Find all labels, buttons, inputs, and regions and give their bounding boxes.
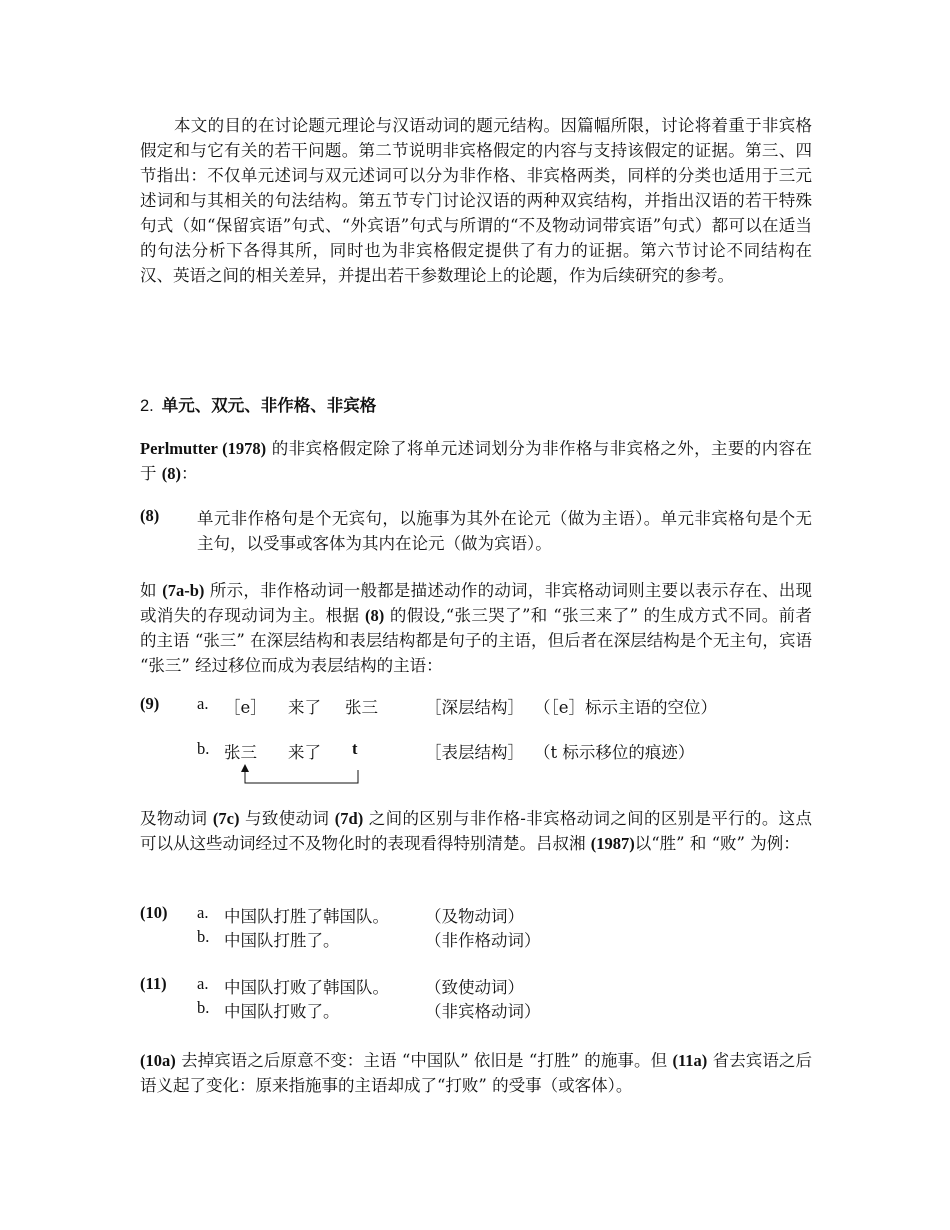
- example-sentence: 中国队打胜了韩国队。: [224, 907, 389, 926]
- paragraph-text: 所示，非作格动词一般都是描述动作的动词，非宾格动词则主要以表示存在、出现或消失的存现动词为主。根据: [140, 581, 812, 625]
- example-ref: (7d): [334, 809, 364, 828]
- sub-label: a.: [197, 694, 209, 713]
- paragraph-perlmutter: [140, 436, 812, 486]
- gloss-cell: 来了: [288, 698, 321, 717]
- paragraph-text: 以“胜” 和 “败” 为例：: [634, 834, 800, 853]
- citation: (1987): [590, 834, 635, 853]
- paragraph-text: ：: [181, 464, 198, 483]
- example-ref: (8): [161, 464, 181, 483]
- paragraph-text: 的假设,“张三哭了”和 “张三来了” 的生成方式不同。前者的主语 “张三” 在深层结构和表层结构都是句子的主语，但后者在深层结构是个无主句，宾语 “张三” 经过移位而成为表层结构的主语：: [140, 606, 812, 675]
- gloss-cell: 来了: [288, 743, 321, 762]
- sub-label: b.: [197, 739, 210, 758]
- citation: Perlmutter (1978): [140, 439, 267, 458]
- verb-type-tag: （非宾格动词）: [425, 1002, 541, 1021]
- example-ref: (7a-b): [162, 581, 205, 600]
- paragraph-comparison: [140, 1048, 812, 1098]
- example-11: [140, 974, 812, 1024]
- paragraph-text: 及物动词: [140, 809, 213, 828]
- section-number: 2.: [140, 397, 154, 415]
- sub-label: b.: [197, 927, 210, 946]
- movement-arrow-icon: [140, 694, 812, 794]
- example-ref: (7c): [212, 809, 240, 828]
- annotation: （t 标示移位的痕迹）: [534, 743, 695, 762]
- paragraph-causative: [140, 806, 812, 856]
- gloss-cell: ［e］: [224, 698, 267, 717]
- paragraph-text: 省去宾语之后语义起了变化：原来指施事的主语却成了“打败” 的受事（或客体）。: [140, 1051, 812, 1095]
- sub-label: a.: [197, 974, 209, 993]
- sub-label: a.: [197, 903, 209, 922]
- example-9: [140, 694, 812, 794]
- paragraph-text: 的非宾格假定除了将单元述词划分为非作格与非宾格之外，主要的内容在于: [140, 439, 813, 483]
- section-title: 单元、双元、非作格、非宾格: [161, 397, 377, 415]
- paragraph-unaccusative: [140, 578, 812, 678]
- verb-type-tag: （非作格动词）: [425, 931, 541, 950]
- paragraph-text: 之间的区别与非作格-非宾格动词之间的区别是平行的。这点可以从这些动词经过不及物化时的表现看得特别清楚。吕叔湘: [140, 809, 812, 853]
- gloss-cell: 张三: [224, 743, 257, 762]
- section-heading: [140, 392, 376, 416]
- example-text: 单元非作格句是个无宾句，以施事为其外在论元（做为主语）。单元非宾格句是个无主句，以受事或客体为其内在论元（做为宾语）。: [197, 509, 812, 553]
- example-sentence: 中国队打胜了。: [224, 931, 340, 950]
- sub-label: b.: [197, 998, 210, 1017]
- trace-symbol: t: [352, 739, 358, 758]
- structure-label: ［表层结构］: [425, 743, 524, 762]
- verb-type-tag: （及物动词）: [425, 907, 524, 926]
- example-ref: (8): [364, 606, 385, 625]
- example-sentence: 中国队打败了韩国队。: [224, 978, 389, 997]
- annotation: （［e］标示主语的空位）: [534, 698, 718, 717]
- example-number: (8): [140, 506, 160, 525]
- intro-paragraph: 本文的目的在讨论题元理论与汉语动词的题元结构。因篇幅所限，讨论将着重于非宾格假定和与它有关的若干问题。第二节说明非宾格假定的内容与支持该假定的证据。第三、四节指出：不仅单元述词与双元述词可以分为非作格、非宾格两类，同样的分类也适用于三元述词和与其相关的句法结构。第五节专门讨论汉语的两种双宾结构，并指出汉语的若干特殊句式（如“保留宾语”句式、“外宾语”句式与所谓的“不及物动词带宾语”句式）都可以在适当的句法分析下各得其所，同时也为非宾格假定提供了有力的证据。第六节讨论不同结构在汉、英语之间的相关差异，并提出若干参数理论上的论题，作为后续研究的参考。: [140, 116, 812, 285]
- example-10: [140, 903, 812, 953]
- example-sentence: 中国队打败了。: [224, 1002, 340, 1021]
- verb-type-tag: （致使动词）: [425, 978, 524, 997]
- structure-label: ［深层结构］: [425, 698, 524, 717]
- gloss-cell: 张三: [345, 698, 378, 717]
- example-number: (11): [140, 974, 167, 993]
- example-ref: (10a): [140, 1051, 176, 1070]
- example-number: (10): [140, 903, 168, 922]
- paragraph-text: 去掉宾语之后原意不变：主语 “中国队” 依旧是 “打胜” 的施事。但: [175, 1051, 673, 1070]
- example-ref: (11a): [672, 1051, 708, 1070]
- paragraph-text: 如: [140, 581, 163, 600]
- example-number: (9): [140, 694, 160, 713]
- paragraph-text: 与致使动词: [239, 809, 335, 828]
